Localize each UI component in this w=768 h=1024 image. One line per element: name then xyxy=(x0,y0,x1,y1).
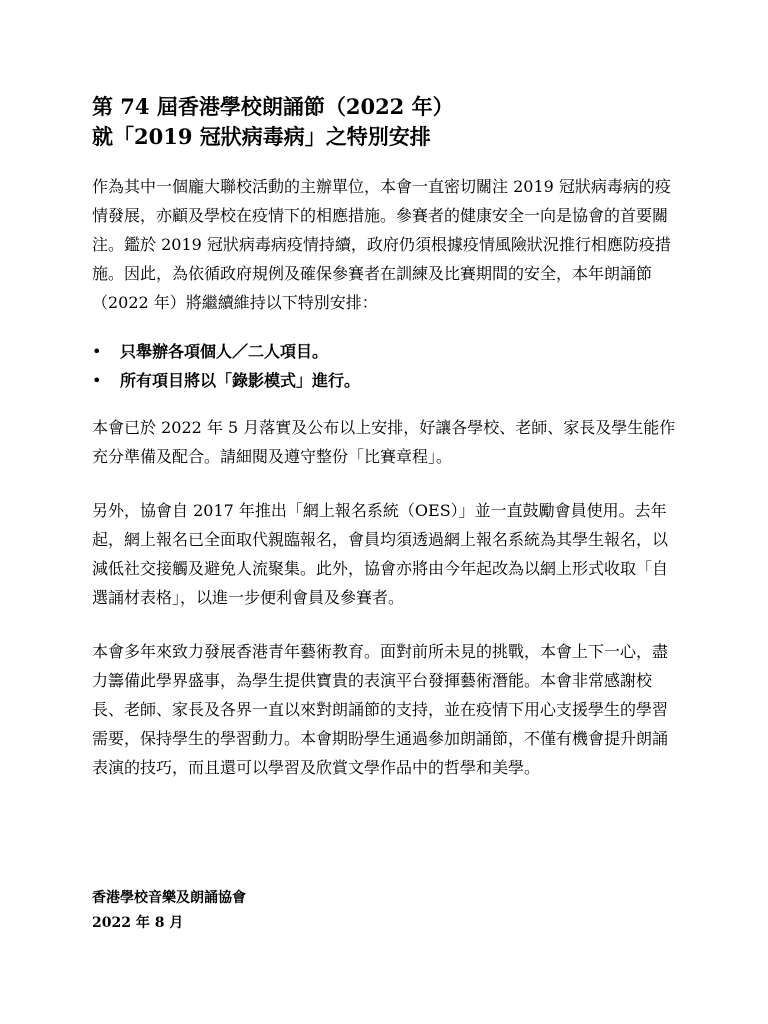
document-body xyxy=(92,92,682,782)
intro-paragraph: 作為其中一個龐大聯校活動的主辦單位，本會一直密切關注 2019 冠狀病毒病的疫情發展，亦顧及學校在疫情下的相應措施。參賽者的健康安全一向是協會的首要關注。鑑於 2019 冠狀病毒病疫情持續，政府仍須根據疫情風險狀況推行相應防疫措施。因此，為依循政府規例及確保參賽者在訓練及比賽期間的安全，本年朗誦節（2022 年）將繼續維持以下特別安排： xyxy=(92,177,671,312)
list-item-text: 所有項目將以「錄影模式」進行。 xyxy=(120,371,361,390)
bullet-icon: • xyxy=(92,342,102,361)
online-registration-paragraph: 另外，協會自 2017 年推出「網上報名系統（OES）」並一直鼓勵會員使用。去年起，網上報名已全面取代親臨報名，會員均須透過網上報名系統為其學生報名，以減低社交接觸及避免人流聚集。此外，協會亦將由今年起改為以網上形式收取「自選誦材表格」，以進一步便利會員及參賽者。 xyxy=(92,501,669,607)
title-line-2: 就「2019 冠狀病毒病」之特別安排 xyxy=(92,124,431,149)
bullet-icon: • xyxy=(92,371,102,390)
list-item xyxy=(92,366,682,395)
signature-date: 2022 年 8 月 xyxy=(92,915,184,931)
document-title xyxy=(92,92,682,152)
special-arrangements-list xyxy=(92,337,682,395)
list-item xyxy=(92,337,682,366)
timeline-paragraph: 本會已於 2022 年 5 月落實及公布以上安排，好讓各學校、老師、家長及學生能作充分準備及配合。請細閱及遵守整份「比賽章程」。 xyxy=(92,418,676,466)
title-line-1: 第 74 屆香港學校朗誦節（2022 年） xyxy=(92,94,454,119)
signature-organization: 香港學校音樂及朗誦協會 xyxy=(92,890,246,906)
list-item-text: 只舉辦各項個人／二人項目。 xyxy=(120,342,329,361)
signature-block xyxy=(92,886,246,936)
closing-paragraph: 本會多年來致力發展香港青年藝術教育。面對前所未見的挑戰，本會上下一心，盡力籌備此學界盛事，為學生提供寶貴的表演平台發揮藝術潛能。本會非常感謝校長、老師、家長及各界一直以來對朗誦節的支持，並在疫情下用心支援學生的學習需要，保持學生的學習動力。本會期盼學生通過參加朗誦節，不僅有機會提升朗誦表演的技巧，而且還可以學習及欣賞文學作品中的哲學和美學。 xyxy=(92,642,669,777)
